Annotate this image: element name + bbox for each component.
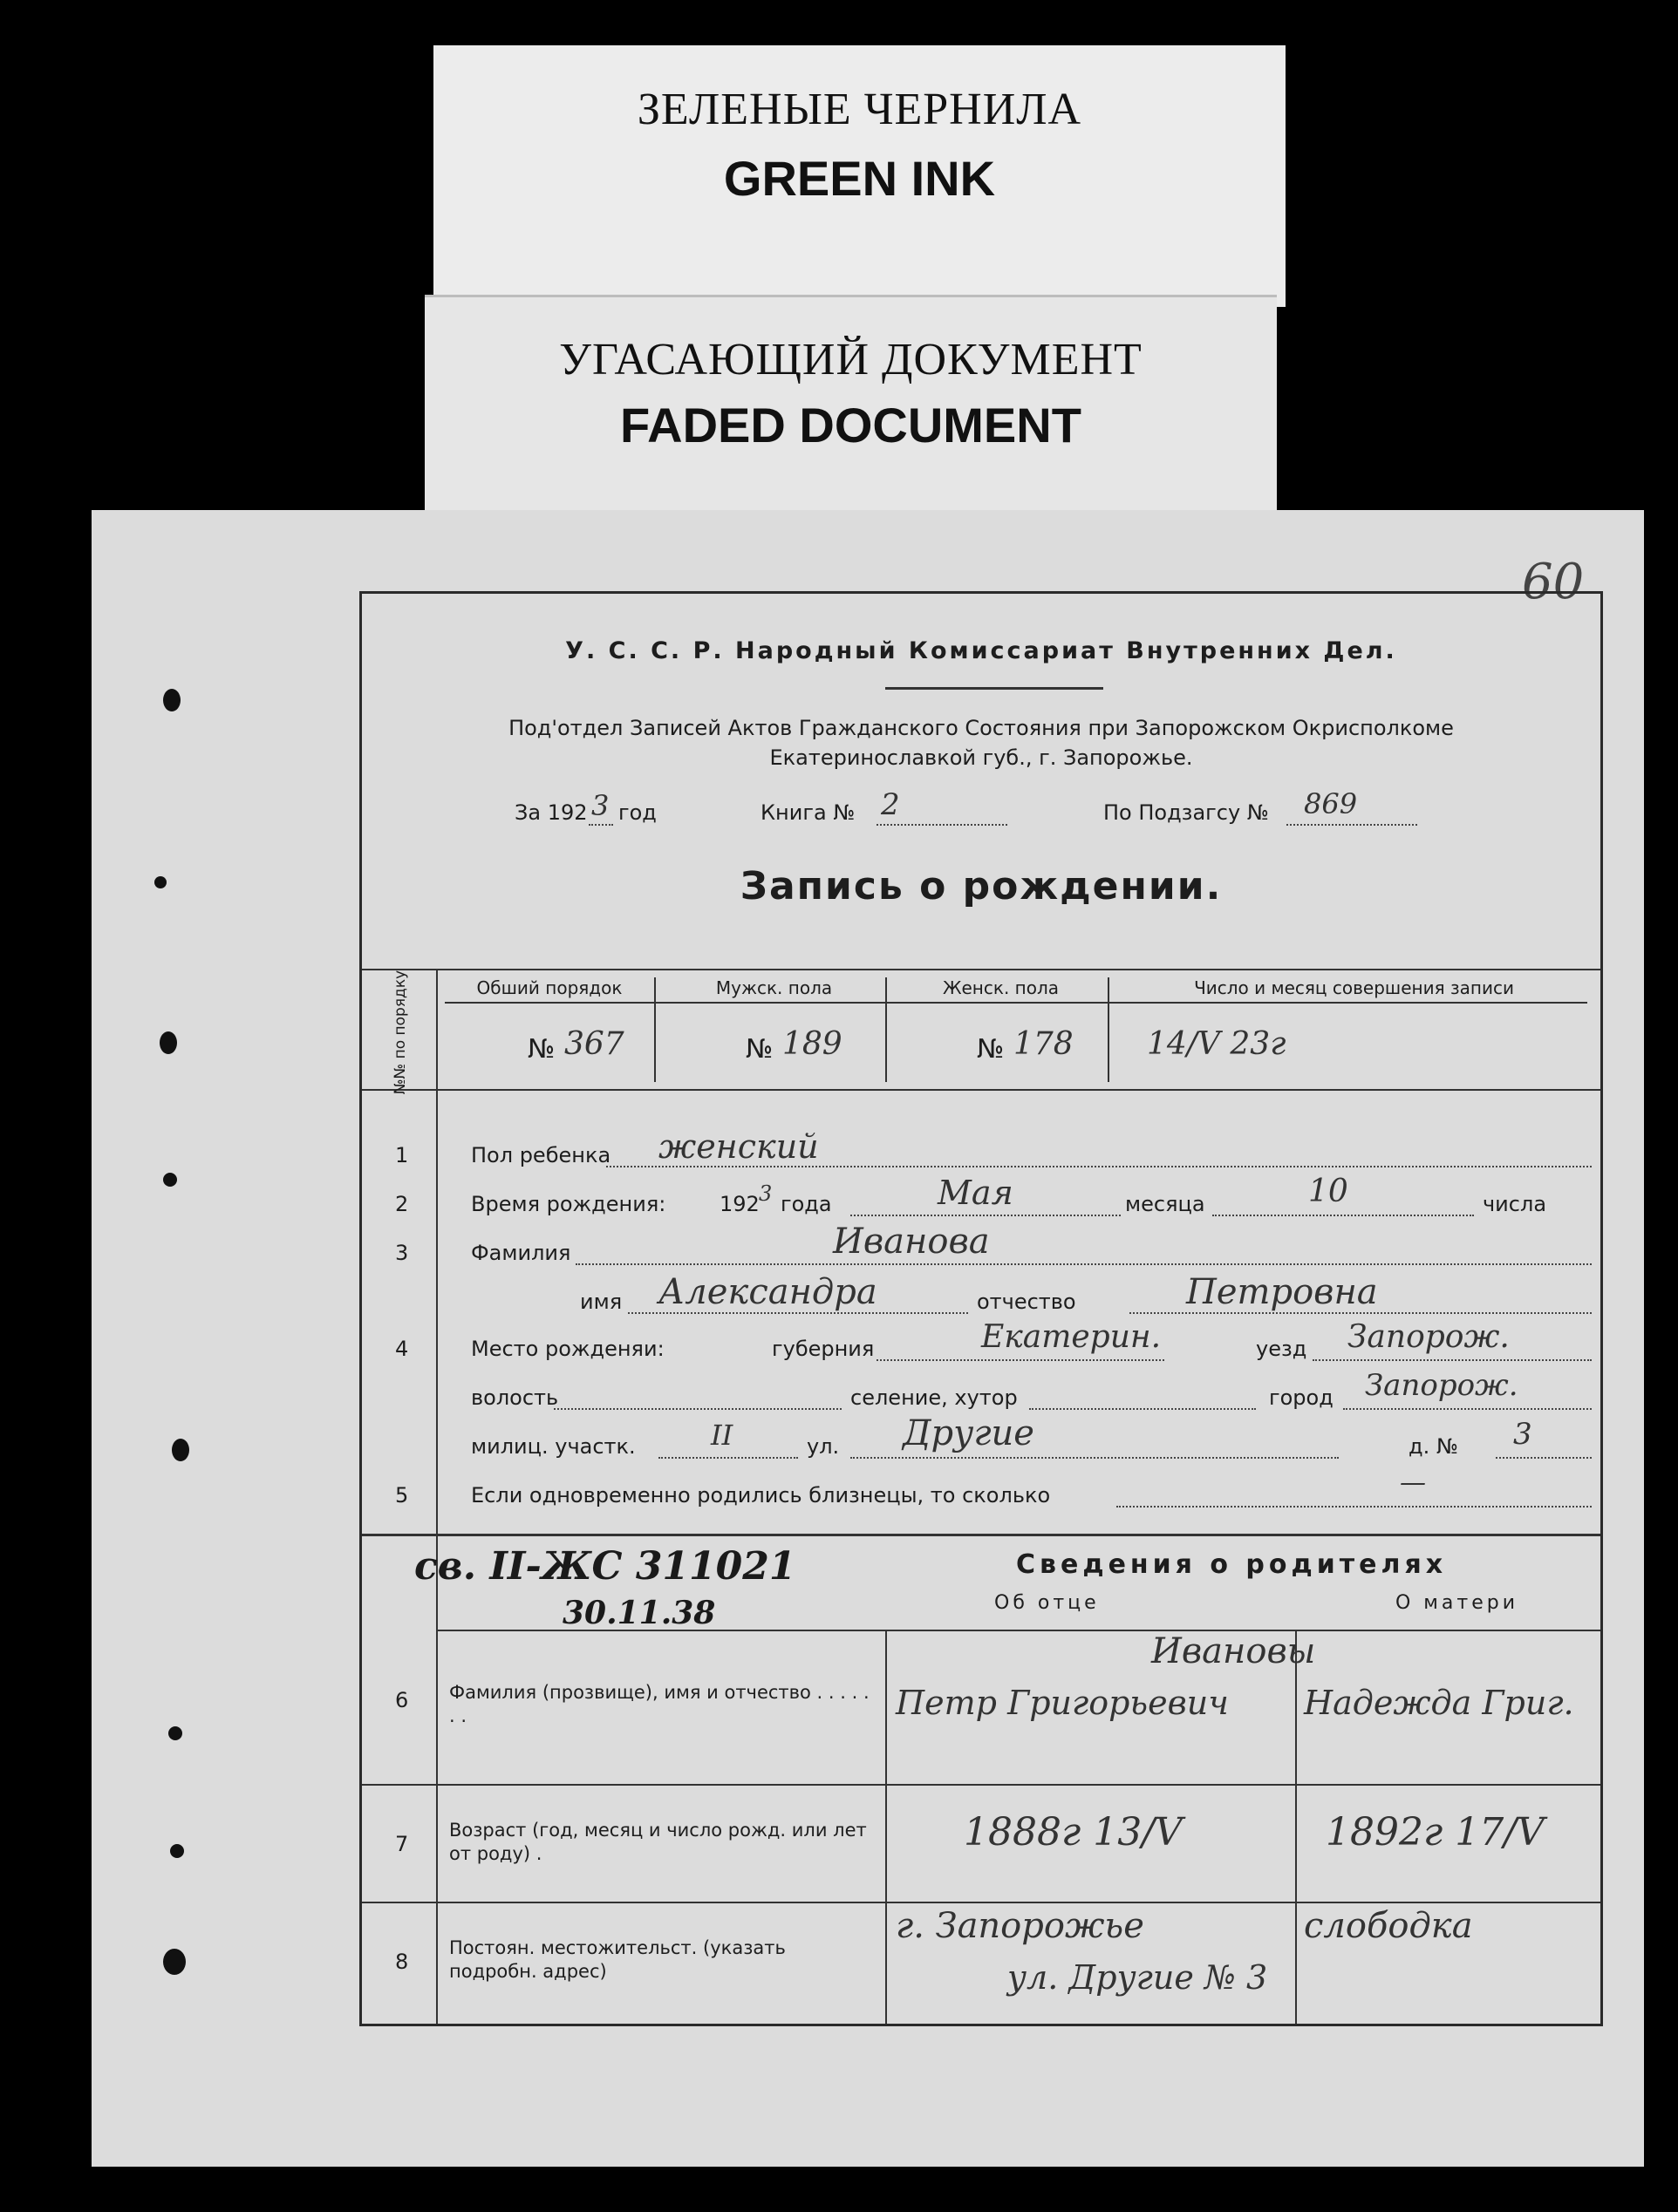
province-underline [877,1359,1164,1361]
row-number: 7 [395,1832,409,1856]
green-ink-label-en: GREEN INK [723,151,996,206]
record-date-header: Число и месяц совершения записи [1194,977,1514,998]
subsection-underline [1286,824,1417,826]
record-date-value: 14/V 23г [1147,1026,1286,1062]
volost-label: волость [471,1385,559,1410]
subsection-value: 869 [1304,787,1358,820]
birth-day-underline [1212,1215,1474,1216]
name-value: Александра [658,1272,877,1312]
militia-label: милиц. участк. [471,1434,636,1459]
punch-hole [163,1173,177,1187]
district-value: Запорож. [1347,1319,1510,1355]
no-column-header-wrap [371,970,430,1094]
table-bottom-rule [362,1089,1600,1091]
sex-value: женский [658,1127,819,1166]
birth-record-sheet [92,510,1644,2167]
mother-age-value: 1892г 17/V [1326,1810,1545,1855]
no-column-header: №№ по порядку [392,970,409,1094]
mother-column-label: О матери [1395,1592,1519,1614]
row-number: 4 [395,1337,409,1361]
twins-label: Если одновременно родились близнецы, то сколько [471,1483,1051,1508]
general-order-value: 367 [564,1026,624,1062]
patronymic-value: Петровна [1186,1272,1378,1312]
birth-day-value: 10 [1308,1174,1348,1209]
mother-name-value: Надежда Григ. [1304,1684,1574,1722]
punch-hole [154,876,167,888]
male-prefix: № [746,1034,774,1065]
twins-underline [1116,1506,1592,1508]
table-col-rule [654,977,656,1082]
row-number: 6 [395,1688,409,1712]
surname-label: Фамилия [471,1241,571,1265]
parents-row-rule [362,1902,1600,1903]
sex-label: Пол ребенка [471,1143,611,1167]
residence-row-label: Постоян. местожительст. (указать подробн. адрес) [449,1937,786,1982]
village-label: селение, хутор [850,1385,1018,1410]
archive-annotation-line2: 30.11.38 [563,1595,716,1631]
male-header: Мужск. пола [715,977,833,998]
house-label: д. № [1409,1434,1458,1459]
general-order-prefix: № [528,1034,556,1065]
number-column-rule [436,969,438,2024]
row-number: 2 [395,1192,409,1216]
age-row-label: Возраст (год, месяц и число рожд. или лет от роду) . [449,1820,867,1864]
province-label: губерния [772,1337,875,1361]
female-value: 178 [1013,1026,1074,1062]
table-head-rule [445,1002,1587,1004]
street-underline [850,1457,1339,1459]
street-label: ул. [807,1434,840,1459]
house-underline [1496,1457,1592,1459]
archive-page-number: 60 [1522,554,1585,610]
parents-label-column-rule [885,1630,887,2024]
birth-month-label: месяца [1125,1192,1205,1216]
father-residence-value: г. Запорожье [896,1906,1144,1946]
green-ink-label-card [433,45,1286,307]
sex-underline [606,1166,1592,1167]
birth-month-value: Мая [938,1174,1013,1212]
village-underline [1029,1408,1256,1410]
punch-hole [170,1844,184,1858]
general-order-header: Обший порядок [476,977,623,998]
street-value: Другие [903,1413,1034,1453]
father-name-value: Петр Григорьевич [896,1684,1229,1722]
punch-hole [168,1726,182,1740]
book-value: 2 [881,787,900,822]
patronymic-underline [1129,1312,1592,1314]
table-top-rule [362,969,1600,970]
faded-document-label-en: FADED DOCUMENT [620,398,1081,453]
parents-section-title: Сведения о родителях [1016,1549,1448,1580]
birth-day-label: числа [1483,1192,1547,1216]
birth-record-form [359,591,1603,2026]
birth-time-label: Время рождения: [471,1192,666,1216]
male-value: 189 [782,1026,842,1062]
archive-annotation-line1: св. II-ЖС 311021 [414,1544,796,1589]
parents-row-rule [362,1784,1600,1786]
father-column-label: Об отце [994,1592,1100,1614]
year-value: 3 [591,789,610,822]
parents-header-rule [436,1630,1600,1631]
row-number: 1 [395,1143,409,1167]
table-col-rule [1108,977,1109,1082]
district-label: уезд [1256,1337,1307,1361]
row-number: 8 [395,1950,409,1974]
district-underline [1313,1359,1592,1361]
parents-section-rule [362,1534,1600,1536]
parents-father-mother-rule [1295,1630,1297,2024]
birth-year-suffix: года [781,1192,832,1216]
militia-underline [658,1457,798,1459]
twins-value: — [1400,1467,1426,1498]
female-prefix: № [977,1034,1005,1065]
year-underline [589,824,613,826]
table-col-rule [885,977,887,1082]
volost-underline [554,1408,842,1410]
header-divider [885,687,1103,690]
city-label: город [1269,1385,1334,1410]
punch-hole [160,1031,177,1054]
surname-underline [576,1263,1592,1265]
father-age-value: 1888г 13/V [964,1810,1183,1855]
name-label: имя [580,1290,623,1314]
parents-common-surname: Ивановы [1151,1631,1316,1671]
city-value: Запорож. [1365,1368,1518,1403]
subsection-label: По Подзагсу № [1103,800,1269,825]
birth-year-prefix: 192 [720,1192,760,1216]
militia-value: II [711,1419,733,1452]
year-suffix: год [618,800,657,825]
book-underline [877,824,1007,826]
city-underline [1343,1408,1592,1410]
name-row-label: Фамилия (прозвище), имя и отчество . . . . . . . [449,1682,870,1726]
female-header: Женск. пола [942,977,1060,998]
record-title: Запись о рождении. [740,864,1223,909]
punch-hole [163,1949,186,1975]
birth-year-value: 3 [759,1181,773,1206]
row-number: 3 [395,1241,409,1265]
residence-street-value: ул. Другие № 3 [1007,1958,1268,1997]
province-value: Екатерин. [981,1319,1162,1355]
office-heading: Под'отдел Записей Актов Гражданского Состояния при Запорожском Окрисполкоме [508,716,1454,740]
patronymic-label: отчество [977,1290,1076,1314]
faded-document-label-card [425,295,1277,511]
birthplace-label: Место рожденяи: [471,1337,665,1361]
birth-month-underline [850,1215,1121,1216]
green-ink-label-ru: ЗЕЛЕНЫЕ ЧЕРНИЛА [637,85,1082,134]
faded-document-label-ru: УГАСАЮЩИЙ ДОКУМЕНТ [559,335,1143,385]
name-underline [628,1312,968,1314]
mother-residence-value: слободка [1304,1906,1473,1946]
surname-value: Иванова [833,1222,990,1262]
punch-hole [172,1439,189,1461]
year-label: За 192 [515,800,588,825]
book-label: Книга № [761,800,856,825]
punch-hole [163,689,181,711]
office-location: Екатеринославкой губ., г. Запорожье. [769,745,1193,770]
row-number: 5 [395,1483,409,1508]
house-value: 3 [1513,1417,1532,1452]
ministry-heading: У. С. С. Р. Народный Комиссариат Внутренних Дел. [565,637,1397,664]
